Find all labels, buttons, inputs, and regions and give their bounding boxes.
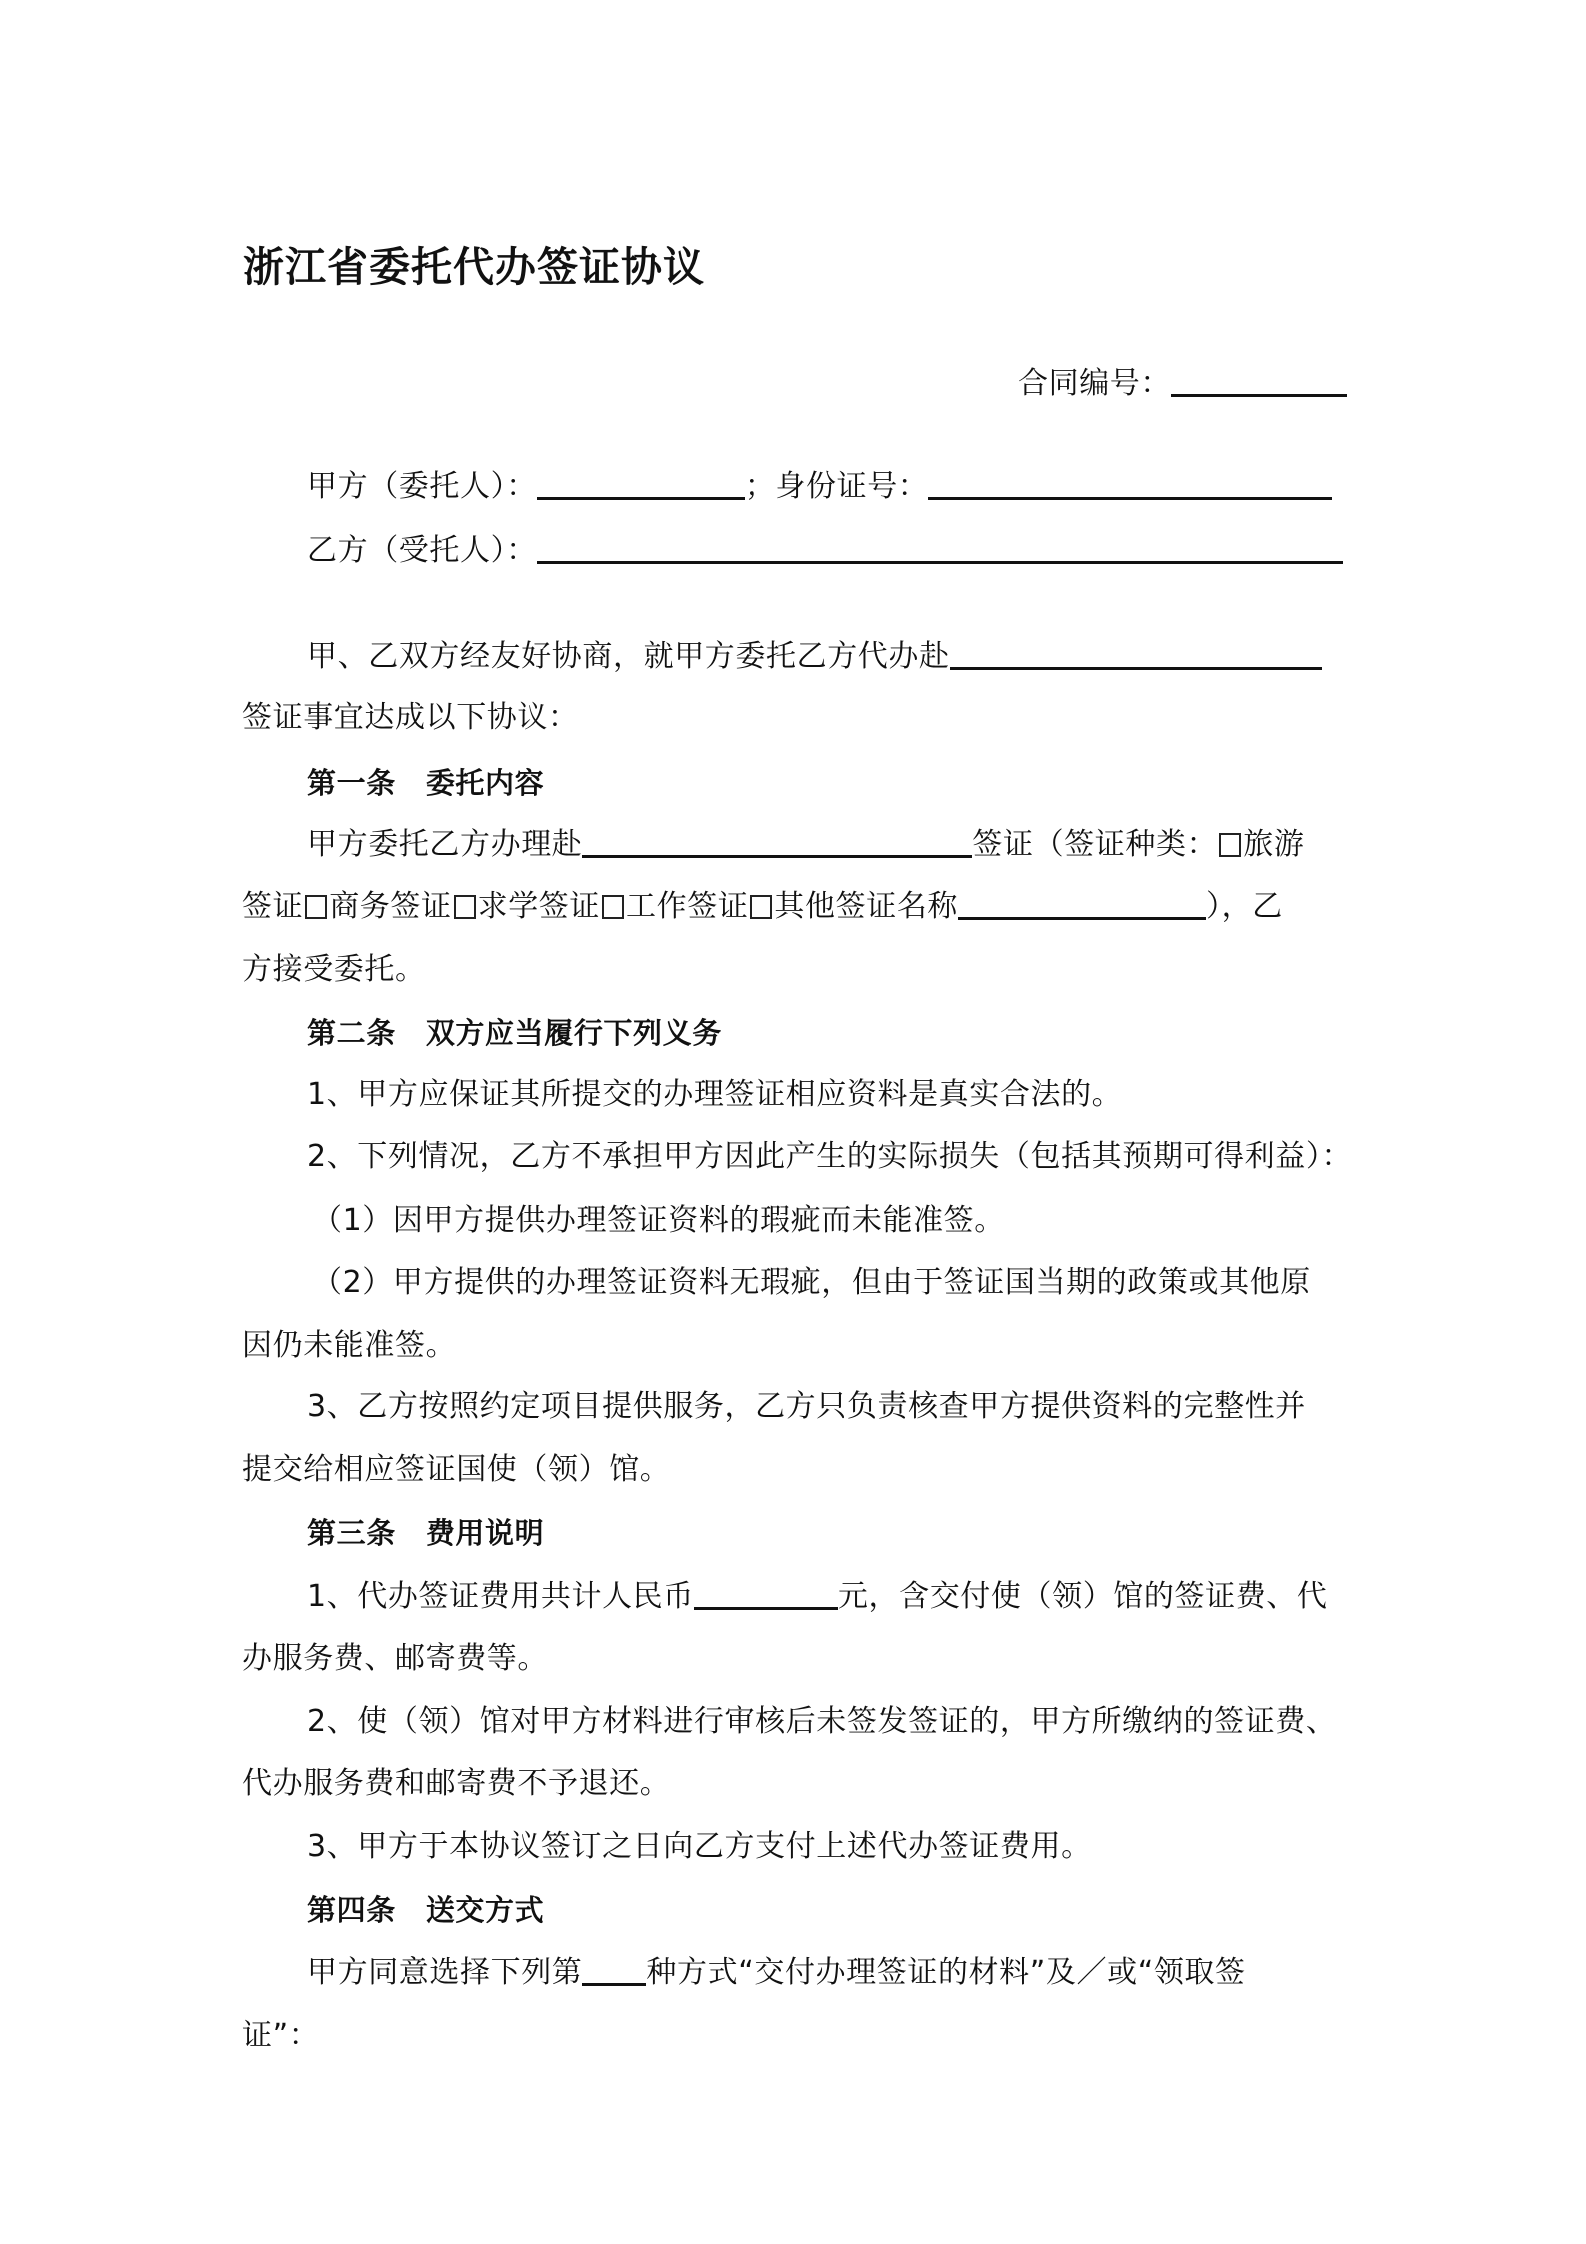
contract-number-row: [1018, 362, 1347, 406]
checkbox-work[interactable]: [602, 895, 624, 919]
document-title: 浙江省委托代办签证协议: [243, 243, 705, 291]
delivery-method-blank[interactable]: [582, 1953, 646, 1986]
party-a-label: 甲方（委托人）：: [307, 469, 537, 504]
article-3-item-2-line-2: 代办服务费和邮寄费不予退还。: [242, 1766, 671, 1801]
option-label: 其他签证名称: [774, 889, 959, 924]
article-3-item-3: 3、甲方于本协议签订之日向乙方支付上述代办签证费用。: [307, 1829, 1092, 1864]
text: 1、代办签证费用共计人民币: [307, 1579, 694, 1614]
article-3-item-1-line-1: [307, 1575, 1328, 1619]
article-2-sub-1: （1）因甲方提供办理签证资料的瑕疵而未能准签。: [312, 1203, 1005, 1238]
article-1-line-2: [242, 885, 1283, 929]
article-4-line-2: 证”：: [242, 2018, 320, 2053]
article-number: 第二条: [307, 1016, 396, 1050]
intro-line-1: [307, 635, 1322, 679]
text: ），乙: [1206, 889, 1283, 924]
destination-country-blank[interactable]: [950, 637, 1322, 670]
article-title: 费用说明: [425, 1516, 545, 1550]
other-visa-name-blank[interactable]: [958, 887, 1206, 920]
party-b-label: 乙方（受托人）：: [307, 533, 537, 568]
text: 种方式“交付办理签证的材料”及／或“领取签: [646, 1955, 1246, 1990]
contract-number-blank[interactable]: [1171, 364, 1347, 397]
party-a-row: [307, 465, 1332, 509]
article-2-item-3-line-1: 3、乙方按照约定项目提供服务，乙方只负责核查甲方提供资料的完整性并: [307, 1389, 1306, 1424]
party-b-row: [307, 529, 1343, 573]
intro-line-2: 签证事宜达成以下协议：: [242, 700, 579, 735]
article-2-item-2: 2、下列情况，乙方不承担甲方因此产生的实际损失（包括其预期可得利益）：: [307, 1139, 1353, 1174]
visa-country-blank[interactable]: [582, 825, 972, 858]
article-1-heading: [307, 761, 544, 805]
option-label: 旅游: [1243, 827, 1305, 862]
article-2-heading: [307, 1011, 722, 1055]
option-label: 签证: [242, 889, 304, 924]
article-3-item-2-line-1: 2、使（领）馆对甲方材料进行审核后未签发签证的，甲方所缴纳的签证费、: [307, 1704, 1337, 1739]
article-3-item-1-line-2: 办服务费、邮寄费等。: [242, 1641, 548, 1676]
id-number-label: ；身份证号：: [744, 469, 929, 504]
text: 甲方同意选择下列第: [307, 1955, 583, 1990]
checkbox-other[interactable]: [750, 895, 772, 919]
article-3-heading: [307, 1511, 544, 1555]
article-number: 第一条: [307, 766, 396, 800]
option-label: 工作签证: [626, 889, 749, 924]
party-b-name-blank[interactable]: [537, 531, 1343, 564]
checkbox-tourism[interactable]: [1219, 833, 1241, 857]
article-number: 第三条: [307, 1516, 396, 1550]
article-1-line-3: 方接受委托。: [242, 952, 426, 987]
text: 甲方委托乙方办理赴: [307, 827, 583, 862]
fee-amount-blank[interactable]: [694, 1577, 838, 1610]
article-4-line-1: [307, 1951, 1246, 1995]
contract-number-label: 合同编号：: [1018, 366, 1171, 401]
article-2-sub-2-line-1: （2）甲方提供的办理签证资料无瑕疵，但由于签证国当期的政策或其他原: [312, 1265, 1311, 1300]
text: 元，含交付使（领）馆的签证费、代: [837, 1579, 1328, 1614]
option-label: 求学签证: [477, 889, 601, 924]
intro-text: 甲、乙双方经友好协商，就甲方委托乙方代办赴: [307, 639, 950, 674]
article-4-heading: [307, 1888, 544, 1932]
party-a-name-blank[interactable]: [537, 467, 745, 500]
text: 签证（签证种类：: [972, 827, 1218, 862]
article-title: 委托内容: [425, 766, 545, 800]
option-label: 商务签证: [329, 889, 452, 924]
checkbox-study[interactable]: [454, 895, 476, 919]
id-number-blank[interactable]: [928, 467, 1332, 500]
article-2-item-1: 1、甲方应保证其所提交的办理签证相应资料是真实合法的。: [307, 1077, 1123, 1112]
article-number: 第四条: [307, 1893, 396, 1927]
article-2-sub-2-line-2: 因仍未能准签。: [242, 1328, 457, 1363]
article-1-line-1: [307, 823, 1304, 867]
article-title: 双方应当履行下列义务: [425, 1016, 722, 1050]
article-title: 送交方式: [425, 1893, 545, 1927]
article-2-item-3-line-2: 提交给相应签证国使（领）馆。: [242, 1452, 671, 1487]
checkbox-business[interactable]: [305, 895, 327, 919]
